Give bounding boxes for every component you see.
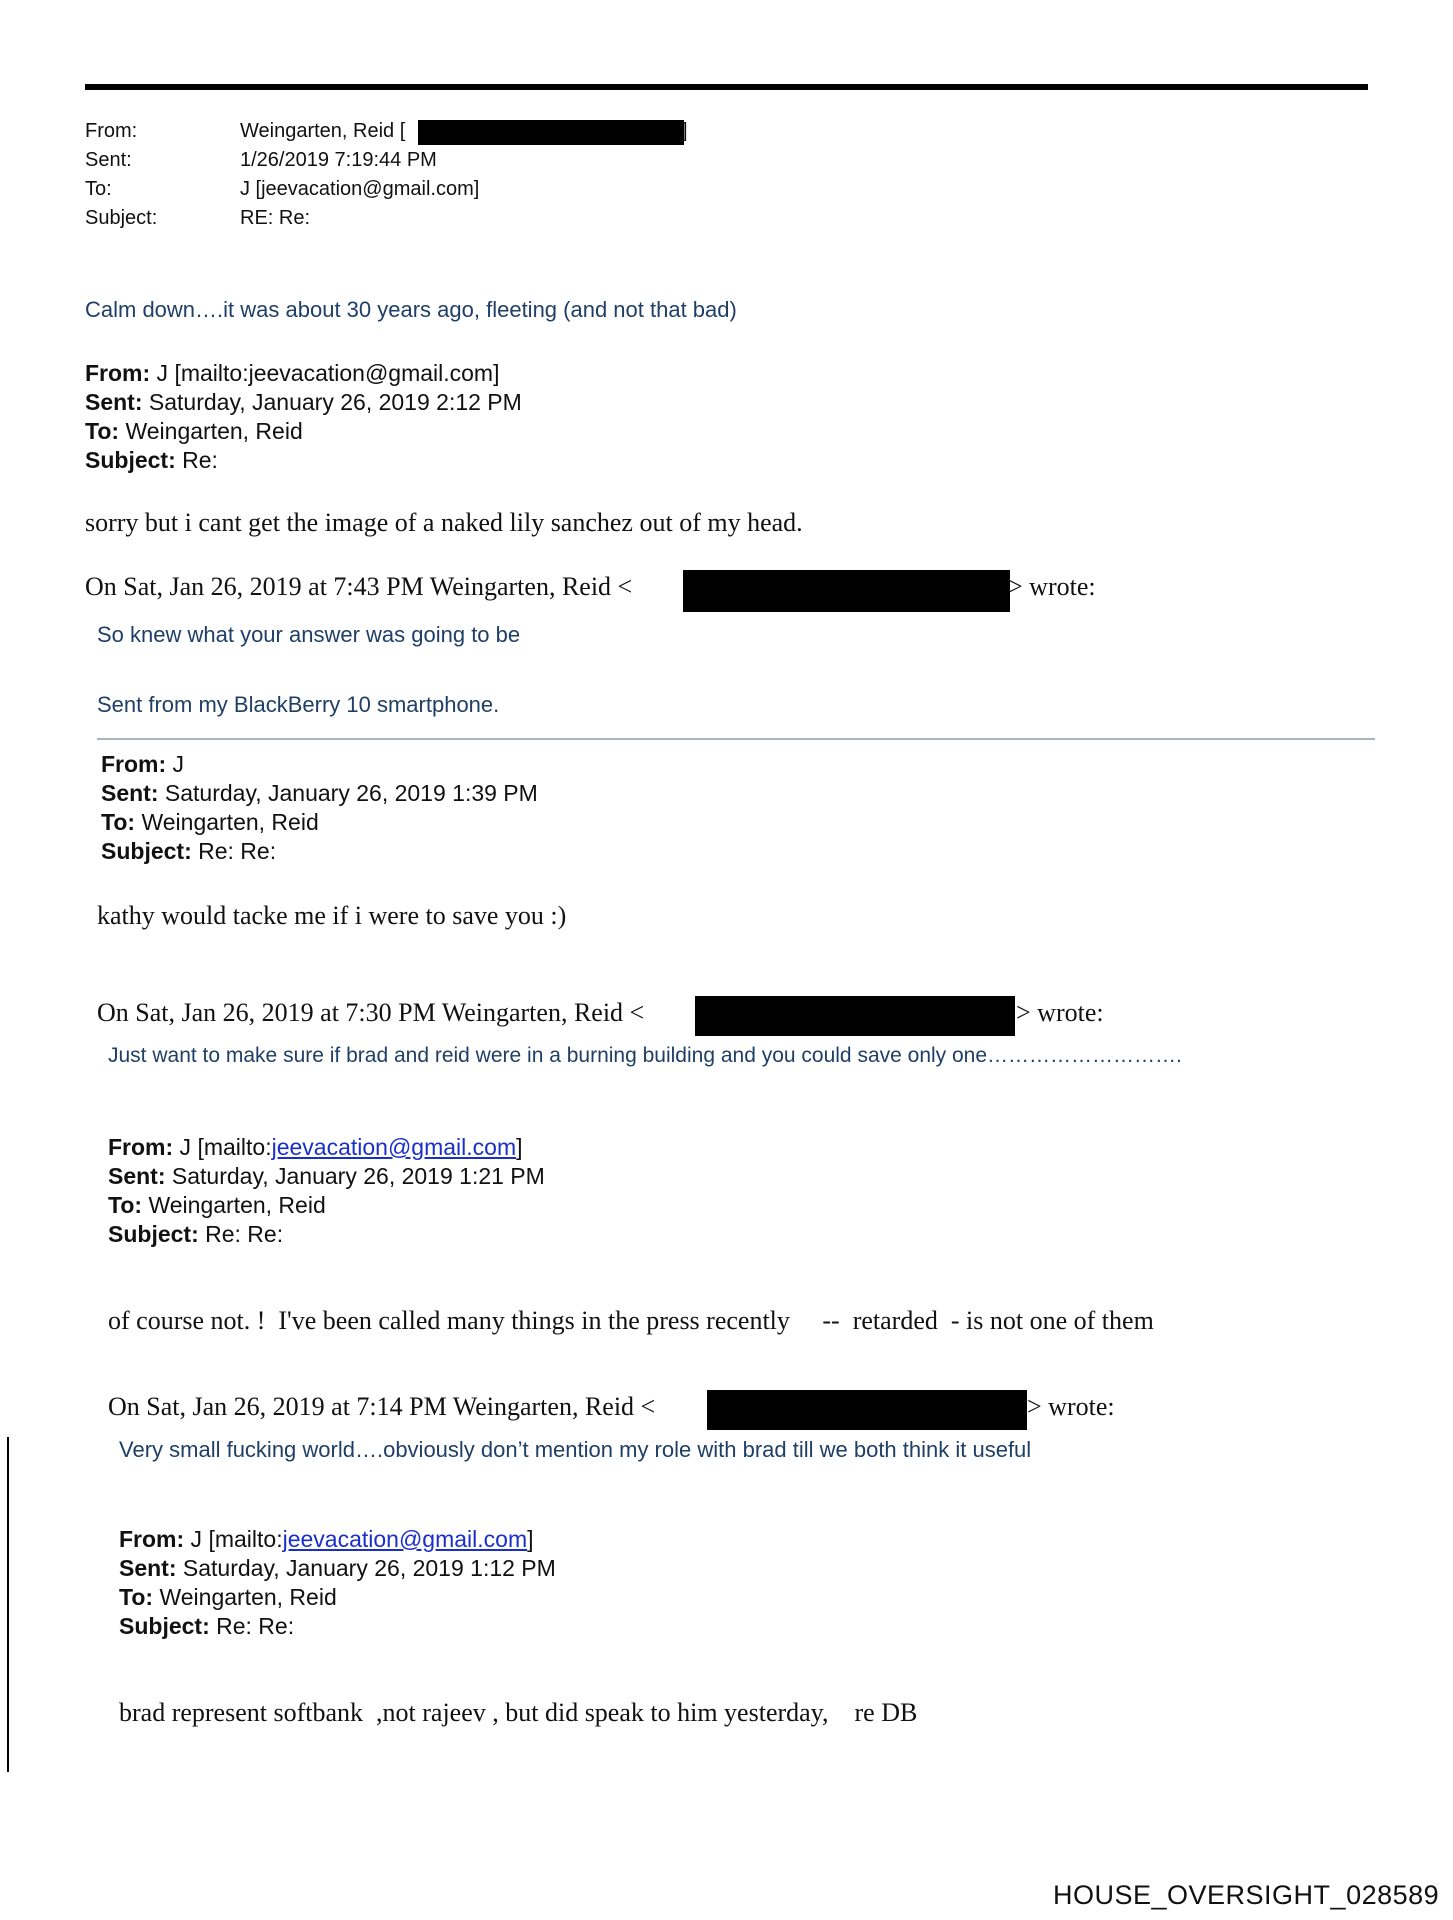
margin-bar — [7, 1437, 9, 1772]
msg2-body: sorry but i cant get the image of a naked lily sanchez out of my head. — [85, 508, 803, 537]
header-subject-value: RE: Re: — [240, 207, 311, 229]
msg8-body: brad represent softbank ,not rajeev , but did speak to him yesterday, re DB — [119, 1698, 918, 1727]
msg6-from-prefix: J [mailto: — [173, 1134, 272, 1160]
msg6-from — [108, 1133, 523, 1162]
msg6-subject — [108, 1220, 283, 1249]
msg4-to-label: To: — [101, 809, 136, 835]
msg8-from-label: From: — [119, 1526, 185, 1552]
msg4-body: kathy would tacke me if i were to save you :) — [97, 901, 567, 930]
msg8-to-value: Weingarten, Reid — [153, 1584, 337, 1610]
msg6-from-suffix: ] — [516, 1134, 523, 1160]
msg6-quote-prefix: On Sat, Jan 26, 2019 at 7:14 PM Weingarten, Reid < — [108, 1392, 656, 1421]
header-from-value: Weingarten, Reid [ — [240, 120, 406, 142]
quote-divider — [97, 738, 1375, 740]
header-sent-label: Sent: — [85, 149, 132, 171]
top-rule — [85, 84, 1368, 90]
header-to-label: To: — [85, 178, 112, 200]
msg6-to-label: To: — [108, 1192, 143, 1218]
msg8-from-suffix: ] — [527, 1526, 534, 1552]
email-link[interactable]: jeevacation@gmail.com — [282, 1526, 528, 1552]
msg2-from-value: J [mailto:jeevacation@gmail.com] — [150, 360, 500, 386]
msg6-to-value: Weingarten, Reid — [142, 1192, 326, 1218]
header-from-close: ] — [682, 120, 688, 142]
msg8-from-prefix: J [mailto: — [184, 1526, 283, 1552]
msg4-from-value: J — [166, 751, 185, 777]
redaction-box — [683, 570, 1010, 612]
msg8-sent — [119, 1554, 556, 1583]
msg2-subject-value: Re: — [175, 447, 218, 473]
msg5-body: Just want to make sure if brad and reid were in a burning building and you could save only one………………………. — [108, 1044, 1182, 1067]
msg6-from-label: From: — [108, 1134, 174, 1160]
msg2-subject — [85, 446, 218, 475]
msg3-body: So knew what your answer was going to be — [97, 622, 521, 647]
email-link[interactable]: jeevacation@gmail.com — [271, 1134, 517, 1160]
msg6-subject-label: Subject: — [108, 1221, 199, 1247]
header-subject-label: Subject: — [85, 207, 158, 229]
msg2-sent-label: Sent: — [85, 389, 143, 415]
msg2-sent-value: Saturday, January 26, 2019 2:12 PM — [142, 389, 522, 415]
msg2-from — [85, 359, 499, 388]
msg2-sent — [85, 388, 522, 417]
msg2-to-label: To: — [85, 418, 120, 444]
msg8-from — [119, 1525, 534, 1554]
msg6-to — [108, 1191, 326, 1220]
msg4-quote-suffix: > wrote: — [1016, 998, 1104, 1027]
redaction-box — [418, 120, 684, 145]
msg4-from-label: From: — [101, 751, 167, 777]
msg2-from-label: From: — [85, 360, 151, 386]
msg7-body: Very small fucking world….obviously don’t mention my role with brad till we both think it useful — [119, 1437, 1032, 1462]
msg2-quote-prefix: On Sat, Jan 26, 2019 at 7:43 PM Weingarten, Reid < — [85, 572, 633, 601]
reply1-body: Calm down….it was about 30 years ago, fleeting (and not that bad) — [85, 297, 737, 322]
msg8-subject-label: Subject: — [119, 1613, 210, 1639]
msg2-to — [85, 417, 303, 446]
redaction-box — [695, 996, 1015, 1036]
msg4-subject-label: Subject: — [101, 838, 192, 864]
msg2-quote-suffix: > wrote: — [1008, 572, 1096, 601]
msg6-sent-value: Saturday, January 26, 2019 1:21 PM — [165, 1163, 545, 1189]
msg8-to — [119, 1583, 337, 1612]
msg6-body: of course not. ! I've been called many things in the press recently -- retarded - is not one of them — [108, 1306, 1154, 1335]
msg8-subject — [119, 1612, 294, 1641]
header-sent-value: 1/26/2019 7:19:44 PM — [240, 149, 437, 171]
header-to-value: J [jeevacation@gmail.com] — [240, 178, 480, 200]
msg4-sent-value: Saturday, January 26, 2019 1:39 PM — [158, 780, 538, 806]
msg4-sent-label: Sent: — [101, 780, 159, 806]
msg4-subject — [101, 837, 276, 866]
msg8-subject-value: Re: Re: — [209, 1613, 295, 1639]
msg8-sent-value: Saturday, January 26, 2019 1:12 PM — [176, 1555, 556, 1581]
msg3-signature: Sent from my BlackBerry 10 smartphone. — [97, 692, 500, 717]
header-from-label: From: — [85, 120, 138, 142]
msg4-sent — [101, 779, 538, 808]
msg4-to — [101, 808, 319, 837]
msg8-sent-label: Sent: — [119, 1555, 177, 1581]
msg2-subject-label: Subject: — [85, 447, 176, 473]
msg4-subject-value: Re: Re: — [191, 838, 277, 864]
msg6-quote-suffix: > wrote: — [1027, 1392, 1115, 1421]
msg6-subject-value: Re: Re: — [198, 1221, 284, 1247]
msg4-to-value: Weingarten, Reid — [135, 809, 319, 835]
bates-number: HOUSE_OVERSIGHT_028589 — [1053, 1880, 1440, 1910]
msg8-to-label: To: — [119, 1584, 154, 1610]
msg4-quote-prefix: On Sat, Jan 26, 2019 at 7:30 PM Weingarten, Reid < — [97, 998, 645, 1027]
msg6-sent-label: Sent: — [108, 1163, 166, 1189]
msg6-sent — [108, 1162, 545, 1191]
msg4-from — [101, 750, 184, 779]
redaction-box — [707, 1390, 1027, 1430]
msg2-to-value: Weingarten, Reid — [119, 418, 303, 444]
